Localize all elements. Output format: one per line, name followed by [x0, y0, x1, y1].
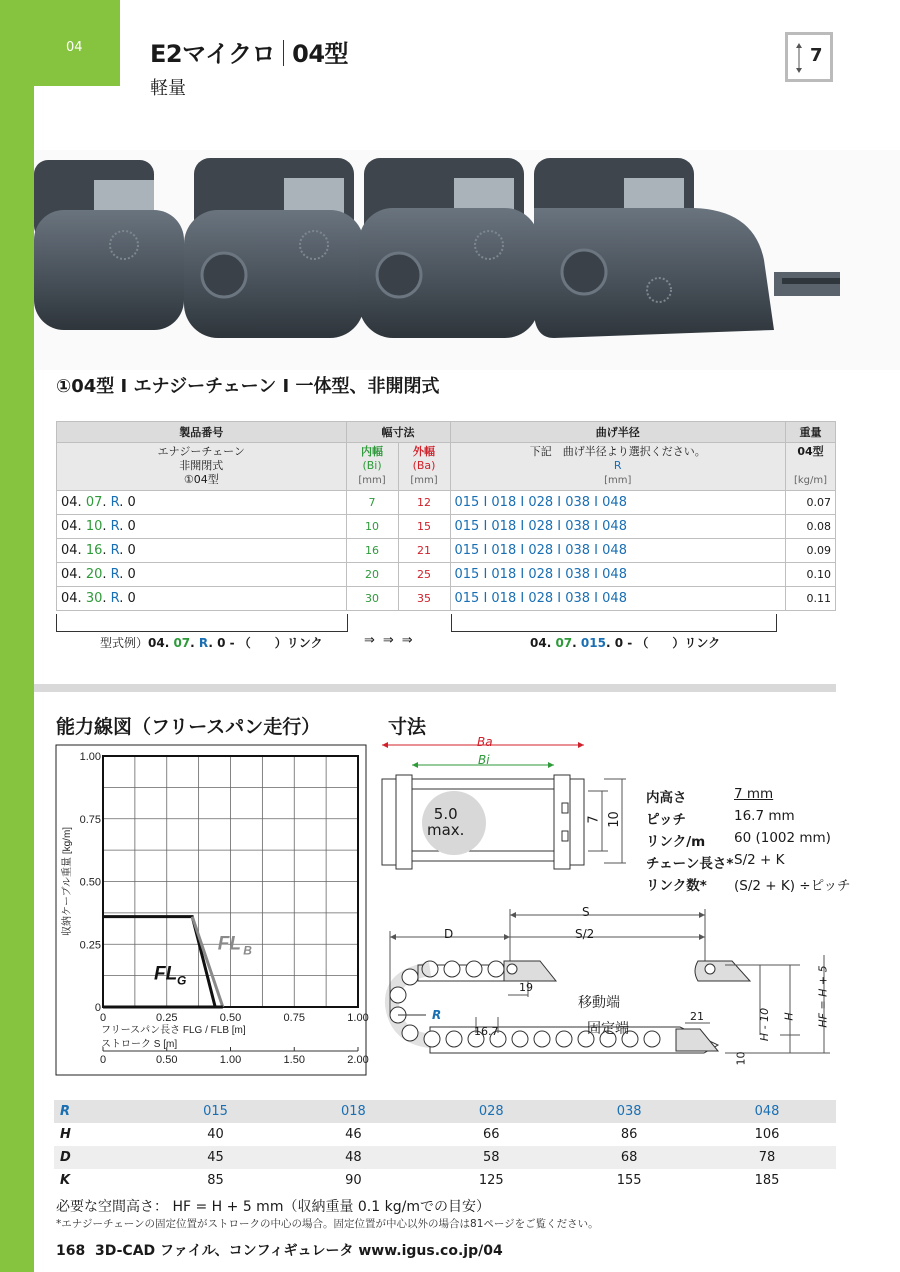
subhead-part: エナジーチェーン 非開閉式 ①04型: [57, 443, 347, 491]
spec-row: [57, 515, 836, 539]
spec-label: チェーン長さ*: [646, 856, 734, 872]
x-tick-label: 0.50: [219, 1012, 242, 1024]
spec-row: [57, 539, 836, 563]
y-tick-label: 0.75: [79, 813, 101, 826]
x-tick-label: 0.25: [156, 1012, 178, 1024]
head-weight: 重量: [785, 422, 835, 443]
x2-axis-label: ストローク S [m]: [101, 1039, 178, 1050]
size-cell: 048: [754, 1104, 780, 1119]
spec-list-item: [646, 786, 851, 808]
size-row-label: R: [60, 1104, 71, 1119]
series-label-flb: FL: [217, 933, 241, 955]
x2-tick-label: 0: [99, 1054, 107, 1066]
page-subtitle: 軽量: [150, 78, 186, 99]
ba-label: Ba: [477, 735, 493, 749]
head-part-number: 製品番号: [57, 422, 347, 443]
radii-options: 015 I 018 I 028 I 038 I 048: [450, 515, 785, 539]
size-cell: 038: [616, 1104, 642, 1119]
h-label: H: [782, 1012, 796, 1021]
chapter-tab[interactable]: [0, 0, 120, 86]
weight: 0.10: [785, 563, 835, 587]
spec-row: [57, 563, 836, 587]
size-cell: 45: [207, 1150, 224, 1165]
spec-value: 60 (1002 mm): [734, 830, 831, 846]
radii-options: 015 I 018 I 028 I 038 I 048: [450, 491, 785, 515]
size-cell: 015: [203, 1104, 228, 1119]
outer-width: 25: [398, 563, 450, 587]
chapter-number: 04: [66, 40, 83, 55]
s2-label: S/2: [575, 927, 595, 941]
size-cell: 106: [754, 1127, 780, 1142]
h-minus-10-label: H - 10: [758, 1007, 772, 1042]
size-cell: 155: [616, 1173, 642, 1188]
size-cell: 58: [482, 1150, 500, 1165]
size-cell: 40: [207, 1127, 224, 1142]
spec-label: リンク/m: [646, 834, 706, 850]
x2-tick-label: 1.00: [219, 1054, 242, 1066]
radius-label: R: [432, 1008, 442, 1022]
size-table-row: [54, 1123, 836, 1146]
fixed-end-label: 固定端: [587, 1021, 629, 1037]
cross-section-drawing: [376, 735, 626, 875]
x2-tick-label: 1.50: [283, 1054, 305, 1066]
hf-label: HF = H + 5: [816, 965, 830, 1028]
subhead-weight: 04型 [kg/m]: [785, 443, 835, 491]
y-tick-label: 0.50: [79, 876, 101, 889]
inner-width: 7: [346, 491, 398, 515]
weight: 0.11: [785, 587, 835, 611]
spec-value: 7 mm: [734, 786, 774, 802]
size-cell: 018: [340, 1104, 366, 1119]
size-cell: 028: [478, 1104, 504, 1119]
order-example-left: 型式例）04. 07. R. 0 - （ ）リンク: [100, 636, 323, 650]
part-number: 04. 16. R. 0: [57, 539, 347, 563]
size-cell: 85: [207, 1173, 224, 1188]
spec-list-item: [646, 874, 851, 896]
y-tick-label: 0: [94, 1002, 101, 1014]
head-radius: 曲げ半径: [450, 422, 785, 443]
head-width: 幅寸法: [346, 422, 450, 443]
series-label-flg-sub: G: [176, 973, 187, 988]
weight: 0.07: [785, 491, 835, 515]
inner-width: 10: [346, 515, 398, 539]
size-cell: 48: [345, 1150, 362, 1165]
subhead-radius: 下記 曲げ半径より選択ください。 R [mm]: [450, 443, 785, 491]
part-number: 04. 10. R. 0: [57, 515, 347, 539]
size-cell: 90: [345, 1173, 362, 1188]
spec-list-item: [646, 852, 851, 874]
radii-options: 015 I 018 I 028 I 038 I 048: [450, 539, 785, 563]
height7-label: 7: [586, 815, 602, 824]
spec-value: (S/2 + K) ÷ピッチ: [734, 878, 851, 894]
inner-width: 30: [346, 587, 398, 611]
outer-width: 35: [398, 587, 450, 611]
size-table: [54, 1100, 836, 1192]
max-label: 5.0 max.: [427, 805, 465, 839]
size-row-label: D: [60, 1150, 71, 1165]
x-tick-label: 0: [99, 1012, 107, 1024]
page-title: E2マイクロ 04型: [150, 40, 349, 68]
spec-label: ピッチ: [646, 812, 686, 828]
y-tick-label: 1.00: [79, 751, 101, 763]
series-label-flb-sub: B: [243, 943, 252, 958]
d-label: D: [444, 927, 454, 941]
size-row-label: K: [60, 1173, 71, 1188]
size-cell: 46: [345, 1127, 362, 1142]
y-axis-label: 収納ケーブル重量 [kg/m]: [62, 826, 73, 937]
space-note: 必要な空間高さ： HF = H + 5 mm（収納重量 0.1 kg/mでの目安）: [56, 1199, 490, 1215]
section1-title: ①04型 I エナジーチェーン I 一体型、非開閉式: [56, 376, 440, 397]
size-table-row: [54, 1169, 836, 1192]
part-number: 04. 30. R. 0: [57, 587, 347, 611]
arrows: ⇒⇒⇒: [364, 633, 421, 648]
size-cell: 185: [754, 1173, 780, 1188]
footnote: *エナジーチェーンの固定位置がストロークの中心の場合。固定位置が中心以外の場合は81ページをご覧ください。: [56, 1218, 599, 1230]
s-label: S: [582, 905, 590, 919]
chain-product-photo: [34, 150, 900, 370]
bi-label: Bi: [478, 753, 490, 767]
spec-row: [57, 491, 836, 515]
chart-section-title: 能力線図（フリースパン走行）: [56, 716, 321, 738]
part-number: 04. 20. R. 0: [57, 563, 347, 587]
subhead-outer-width: 外幅 (Ba) [mm]: [398, 443, 450, 491]
dims-section-title: 寸法: [388, 716, 427, 738]
outer-width: 15: [398, 515, 450, 539]
dim10-label: 10: [734, 1051, 748, 1066]
product-spec-table: [56, 421, 836, 611]
bracket-left: [56, 614, 348, 632]
height-icon: 7: [785, 32, 833, 82]
part-number: 04. 07. R. 0: [57, 491, 347, 515]
size-row-label: H: [60, 1127, 71, 1142]
page-footer: 168 3D-CAD ファイル、コンフィギュレータ www.igus.co.jp/04: [56, 1243, 503, 1259]
x2-tick-label: 0.50: [156, 1054, 178, 1066]
size-cell: 86: [620, 1127, 638, 1142]
section-divider: [34, 684, 836, 692]
inner-width: 20: [346, 563, 398, 587]
subhead-inner-width: 内幅 (Bi) [mm]: [346, 443, 398, 491]
size-table-row: [54, 1100, 836, 1123]
spec-row: [57, 587, 836, 611]
spec-list-item: [646, 830, 851, 852]
spec-label: リンク数*: [646, 878, 707, 894]
x2-tick-label: 2.00: [347, 1054, 369, 1066]
bracket-right: [451, 614, 777, 632]
x-axis-label: フリースパン長さ FLG / FLB [m]: [101, 1025, 246, 1036]
spec-value: S/2 + K: [734, 852, 785, 868]
spec-list-item: [646, 808, 851, 830]
dim19-label: 19: [519, 981, 533, 994]
size-cell: 125: [478, 1173, 504, 1188]
pitch-label: 16.7: [474, 1025, 499, 1038]
weight: 0.08: [785, 515, 835, 539]
size-cell: 66: [482, 1127, 500, 1142]
height10-label: 10: [606, 811, 622, 828]
size-cell: 78: [758, 1150, 776, 1165]
spec-value: 16.7 mm: [734, 808, 795, 824]
inner-width: 16: [346, 539, 398, 563]
radii-options: 015 I 018 I 028 I 038 I 048: [450, 587, 785, 611]
series-label-flg: FL: [154, 963, 178, 985]
outer-width: 21: [398, 539, 450, 563]
chapter-sidebar: [0, 0, 34, 1272]
order-example-right: 04. 07. 015. 0 - （ ）リンク: [530, 636, 721, 650]
size-table-row: [54, 1146, 836, 1169]
x-tick-label: 1.00: [347, 1012, 369, 1024]
weight: 0.09: [785, 539, 835, 563]
x-tick-label: 0.75: [283, 1012, 305, 1024]
spec-label: 内高さ: [646, 790, 687, 806]
spec-list: [646, 786, 851, 896]
outer-width: 12: [398, 491, 450, 515]
y-tick-label: 0.25: [79, 939, 101, 952]
moving-end-label: 移動端: [578, 995, 620, 1011]
radii-options: 015 I 018 I 028 I 038 I 048: [450, 563, 785, 587]
size-cell: 68: [620, 1150, 638, 1165]
load-chart: [56, 745, 369, 1075]
dim21-label: 21: [690, 1010, 704, 1023]
